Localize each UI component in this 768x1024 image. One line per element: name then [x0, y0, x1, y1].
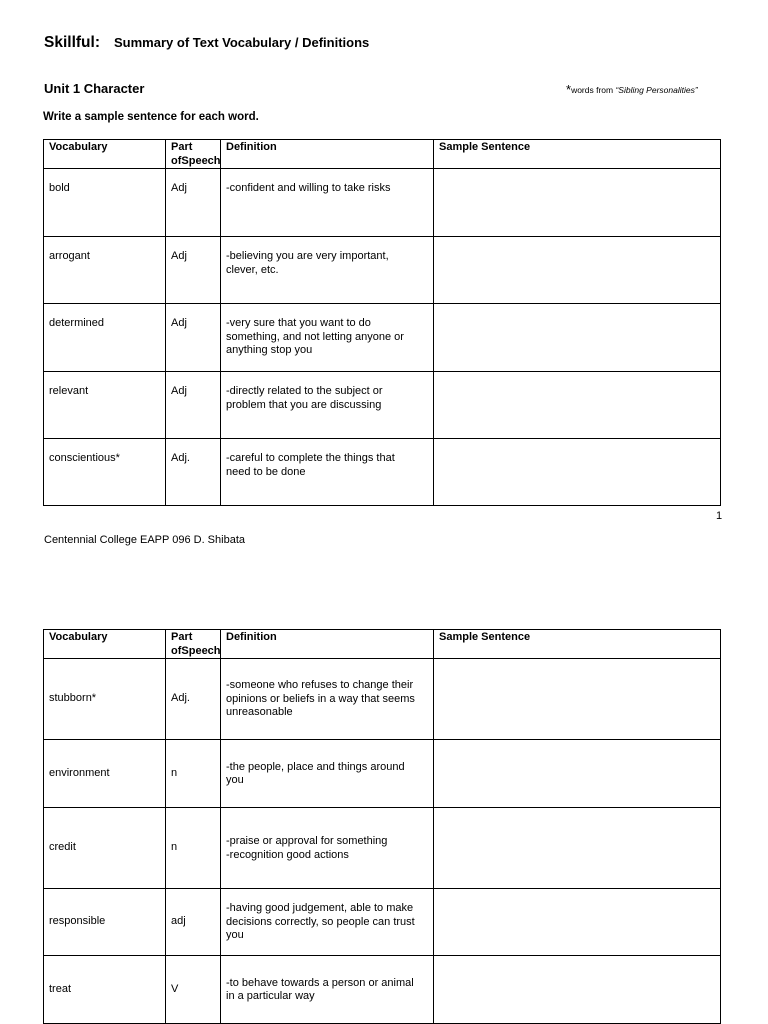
vocab-table-page-2 — [43, 629, 721, 1024]
part-of-speech: Adj — [166, 372, 221, 439]
unit-heading: Unit 1 Character — [44, 81, 145, 96]
definition-line: you — [226, 929, 244, 942]
part-of-speech: Adj. — [166, 659, 221, 740]
sample-sentence-cell[interactable] — [434, 659, 721, 740]
col-header-definition: Definition — [221, 630, 434, 659]
sample-sentence-cell[interactable] — [434, 439, 721, 506]
definition-line: -careful to complete the things that — [226, 452, 395, 464]
page-number: 1 — [716, 510, 723, 522]
document-title — [44, 34, 369, 52]
table-row — [44, 169, 721, 237]
sample-sentence-cell[interactable] — [434, 956, 721, 1024]
vocab-word: arrogant — [44, 237, 166, 304]
definition-text — [221, 169, 434, 237]
definition-line: -to behave towards a person or animal — [226, 976, 414, 989]
sample-sentence-cell[interactable] — [434, 237, 721, 304]
vocab-word: stubborn* — [44, 659, 166, 740]
definition-text — [221, 304, 434, 372]
vocab-word: determined — [44, 304, 166, 372]
definition-text — [221, 956, 434, 1024]
definition-line: need to be done — [226, 465, 306, 478]
definition-line: -praise or approval for something — [226, 835, 388, 847]
note-source: “Sibling Personalities” — [615, 85, 698, 95]
table-header-row — [44, 140, 721, 169]
col-header-part-of-speech: Part ofSpeech — [166, 630, 221, 659]
definition-line: opinions or beliefs in a way that seems — [226, 692, 415, 705]
col-header-vocabulary: Vocabulary — [44, 630, 166, 659]
sample-sentence-cell[interactable] — [434, 808, 721, 889]
definition-line: unreasonable — [226, 706, 293, 719]
table-row — [44, 740, 721, 808]
sample-sentence-cell[interactable] — [434, 889, 721, 956]
part-of-speech: Adj. — [166, 439, 221, 506]
definition-line: you — [226, 774, 244, 786]
table-row — [44, 659, 721, 740]
sample-sentence-cell[interactable] — [434, 740, 721, 808]
sample-sentence-cell[interactable] — [434, 372, 721, 439]
definition-line: -believing you are very important, — [226, 250, 389, 262]
definition-text — [221, 659, 434, 740]
definition-text — [221, 740, 434, 808]
table-row — [44, 304, 721, 372]
table-row — [44, 956, 721, 1024]
definition-line: -the people, place and things around — [226, 760, 405, 773]
vocab-word: responsible — [44, 889, 166, 956]
table-row — [44, 237, 721, 304]
part-of-speech: n — [166, 740, 221, 808]
vocab-word: bold — [44, 169, 166, 237]
table-row — [44, 889, 721, 956]
col-header-vocabulary: Vocabulary — [44, 140, 166, 169]
vocab-word: treat — [44, 956, 166, 1024]
instruction-text: Write a sample sentence for each word. — [43, 111, 259, 123]
definition-text — [221, 808, 434, 889]
vocab-word: relevant — [44, 372, 166, 439]
part-of-speech: Adj — [166, 304, 221, 372]
table-header-row — [44, 630, 721, 659]
table-row — [44, 439, 721, 506]
source-note — [566, 82, 698, 97]
definition-line: -directly related to the subject or — [226, 385, 383, 397]
definition-text — [221, 889, 434, 956]
vocab-word: conscientious* — [44, 439, 166, 506]
asterisk-mark: * — [566, 82, 572, 97]
definition-text — [221, 439, 434, 506]
definition-text — [221, 372, 434, 439]
sample-sentence-cell[interactable] — [434, 304, 721, 372]
definition-line: -recognition good actions — [226, 848, 349, 861]
definition-line: -confident and willing to take risks — [226, 182, 391, 194]
definition-line: anything stop you — [226, 344, 313, 356]
sample-sentence-cell[interactable] — [434, 169, 721, 237]
title-subtitle: Summary of Text Vocabulary / Definitions — [114, 35, 370, 50]
col-header-definition: Definition — [221, 140, 434, 169]
definition-text — [221, 237, 434, 304]
brand-label: Skillful: — [44, 34, 100, 51]
vocab-word: environment — [44, 740, 166, 808]
definition-line: something, and not letting anyone or — [226, 330, 404, 343]
part-of-speech: Adj — [166, 169, 221, 237]
col-header-part-of-speech: Part ofSpeech — [166, 140, 221, 169]
table-row — [44, 808, 721, 889]
part-of-speech: adj — [166, 889, 221, 956]
definition-line: -having good judgement, able to make — [226, 902, 414, 915]
page-footer: Centennial College EAPP 096 D. Shibata — [44, 534, 245, 546]
col-header-sample-sentence: Sample Sentence — [434, 140, 721, 169]
definition-line: clever, etc. — [226, 263, 279, 276]
part-of-speech: Adj — [166, 237, 221, 304]
definition-line: -someone who refuses to change their — [226, 679, 414, 692]
definition-line: in a particular way — [226, 990, 315, 1002]
vocab-table-page-1 — [43, 139, 721, 506]
table-row — [44, 372, 721, 439]
note-prefix: words from — [571, 85, 616, 95]
vocab-word: credit — [44, 808, 166, 889]
definition-line: problem that you are discussing — [226, 398, 382, 411]
col-header-sample-sentence: Sample Sentence — [434, 630, 721, 659]
part-of-speech: n — [166, 808, 221, 889]
definition-line: -very sure that you want to do — [226, 317, 371, 329]
part-of-speech: V — [166, 956, 221, 1024]
definition-line: decisions correctly, so people can trust — [226, 915, 415, 928]
